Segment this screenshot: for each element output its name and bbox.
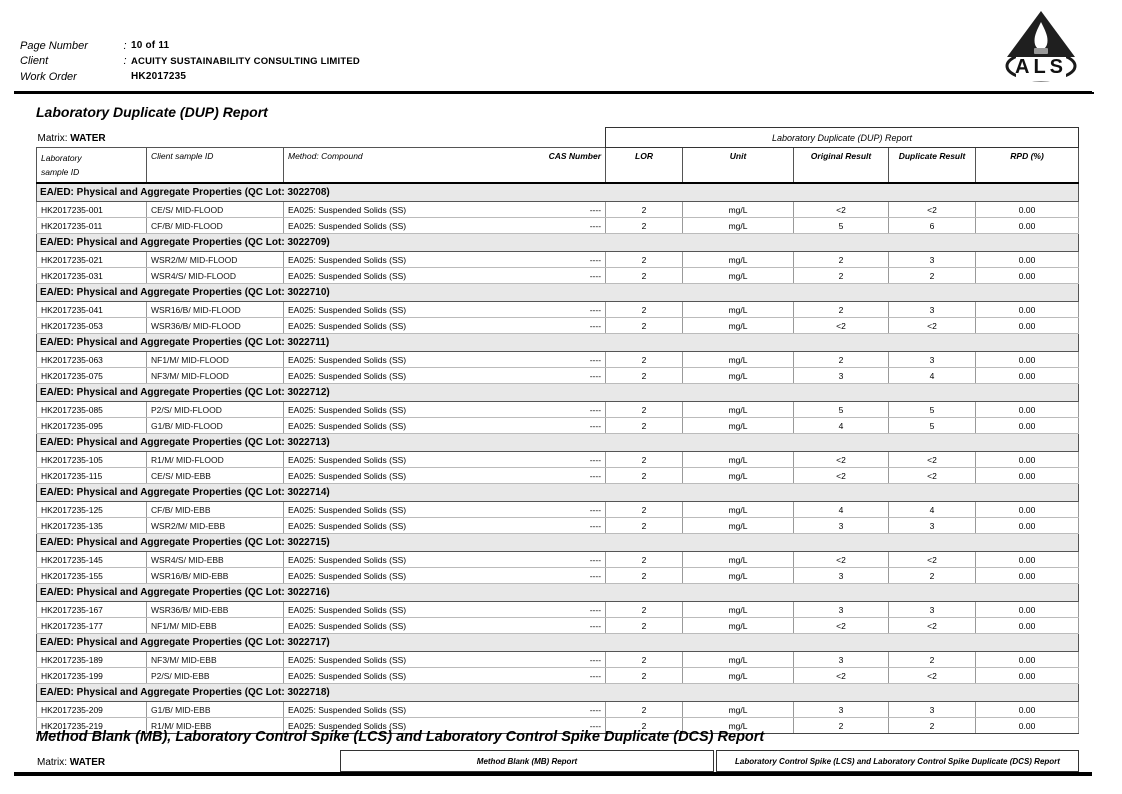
method-compound: EA025: Suspended Solids (SS)	[284, 318, 531, 334]
unit-value: mg/L	[683, 202, 794, 218]
col-lab-sample-id: Laboratory sample ID	[37, 148, 147, 184]
result-row	[37, 618, 1079, 634]
page-number-row	[20, 38, 360, 54]
lor-value: 2	[606, 452, 683, 468]
unit-value: mg/L	[683, 518, 794, 534]
method-compound: EA025: Suspended Solids (SS)	[284, 552, 531, 568]
unit-value: mg/L	[683, 552, 794, 568]
result-row	[37, 552, 1079, 568]
method-compound: EA025: Suspended Solids (SS)	[284, 418, 531, 434]
matrix-cell	[37, 128, 606, 148]
cas-number: ----	[531, 218, 606, 234]
client-sample-id: WSR36/B/ MID-FLOOD	[147, 318, 284, 334]
dup-table-container	[36, 127, 1078, 734]
client-sample-id: P2/S/ MID-EBB	[147, 668, 284, 684]
method-compound: EA025: Suspended Solids (SS)	[284, 668, 531, 684]
method-compound: EA025: Suspended Solids (SS)	[284, 202, 531, 218]
qc-section-row	[37, 384, 1079, 402]
lor-value: 2	[606, 602, 683, 618]
als-logo	[988, 10, 1094, 94]
lor-value: 2	[606, 252, 683, 268]
rpd-value: 0.00	[976, 402, 1079, 418]
duplicate-result: <2	[889, 468, 976, 484]
lor-value: 2	[606, 368, 683, 384]
rpd-value: 0.00	[976, 602, 1079, 618]
unit-value: mg/L	[683, 402, 794, 418]
qc-section-title: EA/ED: Physical and Aggregate Properties (QC Lot: 3022710)	[37, 284, 1079, 302]
page-number-separator: :	[123, 39, 127, 52]
duplicate-result: 3	[889, 702, 976, 718]
original-result: 4	[794, 502, 889, 518]
qc-section-title: EA/ED: Physical and Aggregate Properties (QC Lot: 3022715)	[37, 534, 1079, 552]
result-row	[37, 468, 1079, 484]
duplicate-result: 2	[889, 718, 976, 734]
lab-sample-id: HK2017235-125	[37, 502, 147, 518]
duplicate-result: <2	[889, 202, 976, 218]
result-row	[37, 252, 1079, 268]
result-row	[37, 518, 1079, 534]
original-result: 2	[794, 302, 889, 318]
qc-section-title: EA/ED: Physical and Aggregate Properties (QC Lot: 3022709)	[37, 234, 1079, 252]
mb-matrix-value: WATER	[69, 757, 106, 768]
unit-value: mg/L	[683, 652, 794, 668]
client-sample-id: WSR2/M/ MID-EBB	[147, 518, 284, 534]
method-compound: EA025: Suspended Solids (SS)	[284, 368, 531, 384]
cas-number: ----	[531, 302, 606, 318]
als-logo-text: ALS	[1015, 56, 1067, 78]
unit-value: mg/L	[683, 268, 794, 284]
lor-value: 2	[606, 202, 683, 218]
rpd-value: 0.00	[976, 518, 1079, 534]
client-sample-id: CE/S/ MID-EBB	[147, 468, 284, 484]
duplicate-result: 3	[889, 602, 976, 618]
rpd-value: 0.00	[976, 568, 1079, 584]
unit-value: mg/L	[683, 568, 794, 584]
rpd-value: 0.00	[976, 418, 1079, 434]
cas-number: ----	[531, 202, 606, 218]
result-row	[37, 602, 1079, 618]
original-result: 5	[794, 402, 889, 418]
original-result: <2	[794, 202, 889, 218]
unit-value: mg/L	[683, 368, 794, 384]
client-sample-id: CE/S/ MID-FLOOD	[147, 202, 284, 218]
rpd-value: 0.00	[976, 468, 1079, 484]
original-result: 3	[794, 602, 889, 618]
duplicate-result: 5	[889, 402, 976, 418]
lab-sample-id: HK2017235-021	[37, 252, 147, 268]
result-row	[37, 268, 1079, 284]
lor-value: 2	[606, 718, 683, 734]
header-divider	[14, 91, 1092, 94]
original-result: <2	[794, 468, 889, 484]
qc-section-title: EA/ED: Physical and Aggregate Properties (QC Lot: 3022717)	[37, 634, 1079, 652]
lor-value: 2	[606, 568, 683, 584]
duplicate-result: 3	[889, 252, 976, 268]
client-row	[20, 54, 360, 70]
lab-sample-id: HK2017235-085	[37, 402, 147, 418]
unit-value: mg/L	[683, 218, 794, 234]
original-result: 3	[794, 568, 889, 584]
result-row	[37, 652, 1079, 668]
lor-value: 2	[606, 418, 683, 434]
original-result: 3	[794, 702, 889, 718]
cas-number: ----	[531, 518, 606, 534]
footer-divider	[14, 772, 1092, 776]
original-result: <2	[794, 318, 889, 334]
result-row	[37, 452, 1079, 468]
lor-value: 2	[606, 668, 683, 684]
method-compound: EA025: Suspended Solids (SS)	[284, 718, 531, 734]
mb-matrix-label: Matrix:	[37, 757, 67, 768]
duplicate-result: <2	[889, 618, 976, 634]
qc-section-row	[37, 584, 1079, 602]
client-sample-id: NF1/M/ MID-EBB	[147, 618, 284, 634]
client-label: Client	[20, 55, 49, 68]
qc-section-title: EA/ED: Physical and Aggregate Properties (QC Lot: 3022712)	[37, 384, 1079, 402]
page-number-value: 10 of 11	[131, 40, 170, 52]
lab-sample-id: HK2017235-053	[37, 318, 147, 334]
result-row	[37, 318, 1079, 334]
method-compound: EA025: Suspended Solids (SS)	[284, 502, 531, 518]
cas-number: ----	[531, 668, 606, 684]
dup-report-title: Laboratory Duplicate (DUP) Report	[36, 104, 268, 120]
duplicate-result: <2	[889, 318, 976, 334]
client-sample-id: NF3/M/ MID-EBB	[147, 652, 284, 668]
rpd-value: 0.00	[976, 268, 1079, 284]
unit-value: mg/L	[683, 618, 794, 634]
qc-section-row	[37, 284, 1079, 302]
lab-sample-id: HK2017235-105	[37, 452, 147, 468]
col-cas-number: CAS Number	[531, 148, 606, 184]
duplicate-result: 3	[889, 302, 976, 318]
lor-value: 2	[606, 552, 683, 568]
lab-sample-id: HK2017235-011	[37, 218, 147, 234]
duplicate-result: 6	[889, 218, 976, 234]
lab-sample-id: HK2017235-155	[37, 568, 147, 584]
cas-number: ----	[531, 352, 606, 368]
client-sample-id: R1/M/ MID-FLOOD	[147, 452, 284, 468]
client-sample-id: G1/B/ MID-FLOOD	[147, 418, 284, 434]
lab-sample-id: HK2017235-219	[37, 718, 147, 734]
client-sample-id: WSR36/B/ MID-EBB	[147, 602, 284, 618]
rpd-value: 0.00	[976, 318, 1079, 334]
client-sample-id: WSR16/B/ MID-FLOOD	[147, 302, 284, 318]
dup-table-body	[37, 183, 1079, 734]
cas-number: ----	[531, 652, 606, 668]
page-number-label: Page Number	[20, 39, 88, 52]
cas-number: ----	[531, 702, 606, 718]
method-compound: EA025: Suspended Solids (SS)	[284, 602, 531, 618]
lab-sample-id: HK2017235-031	[37, 268, 147, 284]
rpd-value: 0.00	[976, 718, 1079, 734]
rpd-value: 0.00	[976, 618, 1079, 634]
rpd-value: 0.00	[976, 368, 1079, 384]
duplicate-result: <2	[889, 552, 976, 568]
result-row	[37, 568, 1079, 584]
method-compound: EA025: Suspended Solids (SS)	[284, 452, 531, 468]
qc-section-title: EA/ED: Physical and Aggregate Properties (QC Lot: 3022716)	[37, 584, 1079, 602]
client-sample-id: WSR16/B/ MID-EBB	[147, 568, 284, 584]
col-lor: LOR	[606, 148, 683, 184]
work-order-value: HK2017235	[131, 71, 187, 83]
lor-value: 2	[606, 518, 683, 534]
lor-value: 2	[606, 702, 683, 718]
lab-sample-id: HK2017235-115	[37, 468, 147, 484]
rpd-value: 0.00	[976, 218, 1079, 234]
cas-number: ----	[531, 268, 606, 284]
qc-section-row	[37, 634, 1079, 652]
lor-value: 2	[606, 468, 683, 484]
client-sample-id: P2/S/ MID-FLOOD	[147, 402, 284, 418]
rpd-value: 0.00	[976, 502, 1079, 518]
qc-section-row	[37, 434, 1079, 452]
col-method-compound: Method: Compound	[284, 148, 531, 184]
unit-value: mg/L	[683, 352, 794, 368]
lor-value: 2	[606, 218, 683, 234]
original-result: 4	[794, 418, 889, 434]
qc-section-title: EA/ED: Physical and Aggregate Properties (QC Lot: 3022718)	[37, 684, 1079, 702]
mb-lcs-report-title: Method Blank (MB), Laboratory Control Spike (LCS) and Laboratory Control Spike Duplicate (DCS) Report	[36, 729, 765, 745]
result-row	[37, 502, 1079, 518]
lab-sample-id: HK2017235-095	[37, 418, 147, 434]
cas-number: ----	[531, 368, 606, 384]
col-duplicate-result: Duplicate Result	[889, 148, 976, 184]
lor-value: 2	[606, 318, 683, 334]
client-separator: :	[123, 55, 127, 68]
rpd-value: 0.00	[976, 702, 1079, 718]
qc-section-title: EA/ED: Physical and Aggregate Properties (QC Lot: 3022713)	[37, 434, 1079, 452]
lab-sample-id: HK2017235-001	[37, 202, 147, 218]
original-result: 5	[794, 218, 889, 234]
original-result: <2	[794, 552, 889, 568]
client-sample-id: WSR2/M/ MID-FLOOD	[147, 252, 284, 268]
col-unit: Unit	[683, 148, 794, 184]
col-rpd: RPD (%)	[976, 148, 1079, 184]
client-sample-id: CF/B/ MID-FLOOD	[147, 218, 284, 234]
lab-sample-id: HK2017235-145	[37, 552, 147, 568]
method-compound: EA025: Suspended Solids (SS)	[284, 218, 531, 234]
original-result: 2	[794, 252, 889, 268]
cas-number: ----	[531, 602, 606, 618]
original-result: 3	[794, 518, 889, 534]
cas-number: ----	[531, 468, 606, 484]
cas-number: ----	[531, 318, 606, 334]
rpd-value: 0.00	[976, 452, 1079, 468]
unit-value: mg/L	[683, 418, 794, 434]
original-result: 2	[794, 718, 889, 734]
method-compound: EA025: Suspended Solids (SS)	[284, 352, 531, 368]
lor-value: 2	[606, 268, 683, 284]
method-compound: EA025: Suspended Solids (SS)	[284, 268, 531, 284]
col-original-result: Original Result	[794, 148, 889, 184]
cas-number: ----	[531, 252, 606, 268]
duplicate-result: 2	[889, 268, 976, 284]
duplicate-result: 2	[889, 568, 976, 584]
qc-section-row	[37, 684, 1079, 702]
rpd-value: 0.00	[976, 302, 1079, 318]
cas-number: ----	[531, 618, 606, 634]
lor-value: 2	[606, 502, 683, 518]
lor-value: 2	[606, 302, 683, 318]
lab-sample-id: HK2017235-041	[37, 302, 147, 318]
client-sample-id: WSR4/S/ MID-FLOOD	[147, 268, 284, 284]
method-compound: EA025: Suspended Solids (SS)	[284, 252, 531, 268]
duplicate-result: 5	[889, 418, 976, 434]
qc-section-title: EA/ED: Physical and Aggregate Properties (QC Lot: 3022714)	[37, 484, 1079, 502]
client-sample-id: CF/B/ MID-EBB	[147, 502, 284, 518]
document-header	[20, 38, 360, 85]
lab-sample-id: HK2017235-177	[37, 618, 147, 634]
result-row	[37, 218, 1079, 234]
lab-sample-id: HK2017235-167	[37, 602, 147, 618]
lab-sample-id: HK2017235-209	[37, 702, 147, 718]
method-compound: EA025: Suspended Solids (SS)	[284, 652, 531, 668]
cas-number: ----	[531, 452, 606, 468]
lab-sample-id: HK2017235-199	[37, 668, 147, 684]
unit-value: mg/L	[683, 318, 794, 334]
lor-value: 2	[606, 652, 683, 668]
method-compound: EA025: Suspended Solids (SS)	[284, 468, 531, 484]
rpd-value: 0.00	[976, 652, 1079, 668]
unit-value: mg/L	[683, 718, 794, 734]
dup-table	[36, 127, 1079, 734]
dup-column-header-row	[37, 148, 1079, 184]
cas-number: ----	[531, 568, 606, 584]
client-sample-id: NF3/M/ MID-FLOOD	[147, 368, 284, 384]
result-row	[37, 702, 1079, 718]
matrix-label: Matrix:	[37, 133, 68, 144]
unit-value: mg/L	[683, 602, 794, 618]
unit-value: mg/L	[683, 502, 794, 518]
qc-section-row	[37, 334, 1079, 352]
cas-number: ----	[531, 552, 606, 568]
original-result: <2	[794, 618, 889, 634]
client-sample-id: WSR4/S/ MID-EBB	[147, 552, 284, 568]
rpd-value: 0.00	[976, 352, 1079, 368]
lab-sample-id: HK2017235-075	[37, 368, 147, 384]
original-result: 2	[794, 352, 889, 368]
unit-value: mg/L	[683, 702, 794, 718]
result-row	[37, 668, 1079, 684]
work-order-row	[20, 69, 360, 85]
rpd-value: 0.00	[976, 252, 1079, 268]
original-result: <2	[794, 668, 889, 684]
cas-number: ----	[531, 718, 606, 734]
rpd-value: 0.00	[976, 552, 1079, 568]
result-row	[37, 302, 1079, 318]
mb-report-header: Method Blank (MB) Report	[340, 750, 714, 772]
duplicate-result: 4	[889, 502, 976, 518]
method-compound: EA025: Suspended Solids (SS)	[284, 568, 531, 584]
qc-section-row	[37, 183, 1079, 202]
result-row	[37, 352, 1079, 368]
original-result: <2	[794, 452, 889, 468]
duplicate-result: <2	[889, 668, 976, 684]
work-order-label: Work Order	[20, 70, 77, 83]
original-result: 3	[794, 652, 889, 668]
duplicate-result: 3	[889, 518, 976, 534]
dup-span-header-row	[37, 128, 1079, 148]
client-sample-id: R1/M/ MID-EBB	[147, 718, 284, 734]
client-sample-id: G1/B/ MID-EBB	[147, 702, 284, 718]
cas-number: ----	[531, 502, 606, 518]
matrix-value: WATER	[70, 133, 106, 144]
qc-section-row	[37, 234, 1079, 252]
result-row	[37, 202, 1079, 218]
original-result: 2	[794, 268, 889, 284]
unit-value: mg/L	[683, 668, 794, 684]
qc-section-row	[37, 534, 1079, 552]
unit-value: mg/L	[683, 452, 794, 468]
qc-section-row	[37, 484, 1079, 502]
method-compound: EA025: Suspended Solids (SS)	[284, 302, 531, 318]
unit-value: mg/L	[683, 252, 794, 268]
client-value: ACUITY SUSTAINABILITY CONSULTING LIMITED	[131, 55, 360, 67]
result-row	[37, 402, 1079, 418]
method-compound: EA025: Suspended Solids (SS)	[284, 402, 531, 418]
result-row	[37, 368, 1079, 384]
duplicate-result: <2	[889, 452, 976, 468]
rpd-value: 0.00	[976, 202, 1079, 218]
method-compound: EA025: Suspended Solids (SS)	[284, 618, 531, 634]
duplicate-result: 3	[889, 352, 976, 368]
duplicate-result: 2	[889, 652, 976, 668]
mb-matrix	[37, 757, 105, 768]
als-logo-icon	[991, 10, 1091, 84]
cas-number: ----	[531, 418, 606, 434]
unit-value: mg/L	[683, 468, 794, 484]
lab-sample-id: HK2017235-189	[37, 652, 147, 668]
cas-number: ----	[531, 402, 606, 418]
method-compound: EA025: Suspended Solids (SS)	[284, 518, 531, 534]
lor-value: 2	[606, 352, 683, 368]
rpd-value: 0.00	[976, 668, 1079, 684]
lab-sample-id: HK2017235-135	[37, 518, 147, 534]
qc-section-title: EA/ED: Physical and Aggregate Properties (QC Lot: 3022708)	[37, 183, 1079, 202]
lor-value: 2	[606, 618, 683, 634]
result-row	[37, 418, 1079, 434]
method-compound: EA025: Suspended Solids (SS)	[284, 702, 531, 718]
unit-value: mg/L	[683, 302, 794, 318]
col-client-sample-id: Client sample ID	[147, 148, 284, 184]
lcs-report-header: Laboratory Control Spike (LCS) and Laboratory Control Spike Duplicate (DCS) Report	[716, 750, 1079, 772]
qc-section-title: EA/ED: Physical and Aggregate Properties (QC Lot: 3022711)	[37, 334, 1079, 352]
dup-span-header: Laboratory Duplicate (DUP) Report	[606, 128, 1079, 148]
lor-value: 2	[606, 402, 683, 418]
duplicate-result: 4	[889, 368, 976, 384]
lab-sample-id: HK2017235-063	[37, 352, 147, 368]
client-sample-id: NF1/M/ MID-FLOOD	[147, 352, 284, 368]
original-result: 3	[794, 368, 889, 384]
